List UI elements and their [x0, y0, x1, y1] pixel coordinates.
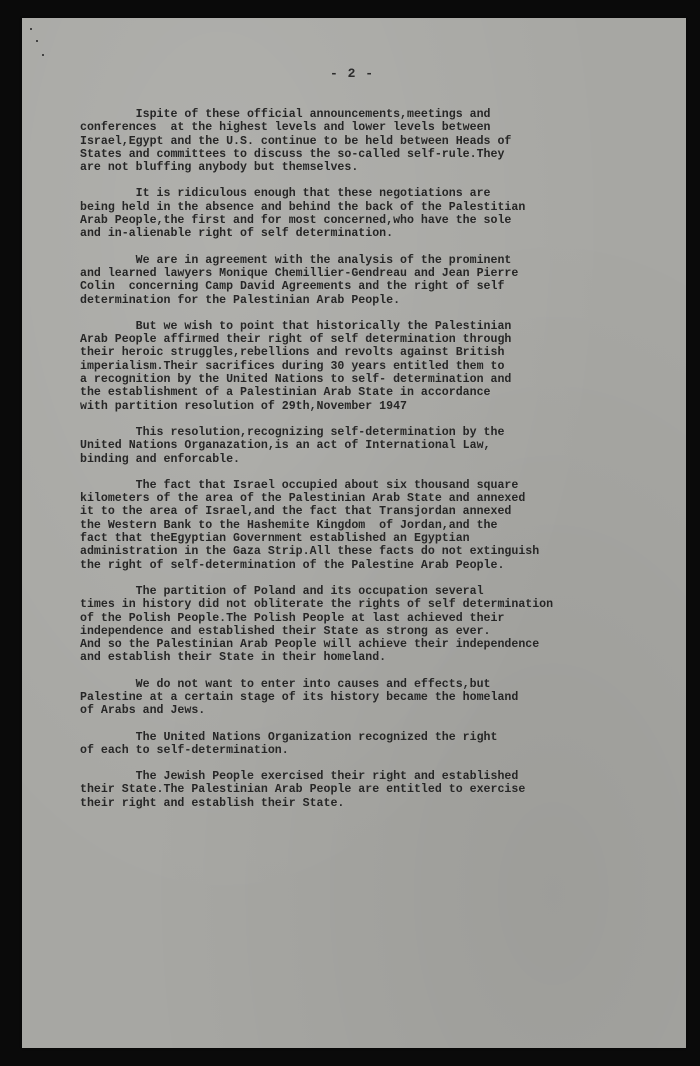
document-body: [80, 108, 670, 823]
paper-speck: [30, 28, 32, 30]
paper-speck: [36, 40, 38, 42]
paragraph-6: The fact that Israel occupied about six thousand square kilometers of the area of the Palestinian Arab State and annexed it to the area of Israel,and the fact that Transjordan annexed the Western Bank to the Hashemite Kingdom of Jordan,and the fact that theEgyptian Government established an Egyptian administration in the Gaza Strip.All these facts do not extinguish the right of self-determination of the Palestine Arab People.: [80, 478, 540, 572]
paragraph-9: The United Nations Organization recognized the right of each to self-determination.: [80, 730, 498, 757]
paper-speck: [42, 54, 44, 56]
paragraph-8: We do not want to enter into causes and effects,but Palestine at a certain stage of its history became the homeland of Arabs and Jews.: [80, 677, 519, 718]
paragraph-5: This resolution,recognizing self-determination by the United Nations Organazation,is an act of International Law, binding and enforcable.: [80, 425, 505, 466]
paragraph-4: But we wish to point that historically the Palestinian Arab People affirmed their right of self determination through their heroic struggles,rebellions and revolts against British imperialism.Their sacrifices during 30 years entitled them to a recognition by the United Nations to self- determination and the establishment of a Palestinian Arab State in accordance with partition resolution of 29th,November 1947: [80, 319, 512, 413]
page-number: - 2 -: [329, 66, 374, 81]
paragraph-2: It is ridiculous enough that these negotiations are being held in the absence and behind the back of the Palestitian Arab People,the first and for most concerned,who have the sole and in-alienable right of self determination.: [80, 187, 526, 241]
paragraph-1: Ispite of these official announcements,meetings and conferences at the highest levels and lower levels between Israel,Egypt and the U.S. continue to be held between Heads of States and committees to discuss the so-called self-rule.They are not bluffing anybody but themselves.: [80, 108, 512, 175]
paragraph-7: The partition of Poland and its occupation several times in history did not obliterate the rights of self determination of the Polish People.The Polish People at last achieved their independence and established their State as strong as ever. And so the Palestinian Arab People will achieve their independence and establish their State in their homeland.: [80, 584, 554, 665]
paragraph-10: The Jewish People exercised their right and established their State.The Palestinian Arab People are entitled to exercise their right and establish their State.: [80, 770, 526, 810]
document-page: [22, 18, 686, 1048]
paragraph-3: We are in agreement with the analysis of the prominent and learned lawyers Monique Chemillier-Gendreau and Jean Pierre Colin concerning Camp David Agreements and the right of self determination for the Palestinian Arab People.: [80, 253, 519, 307]
